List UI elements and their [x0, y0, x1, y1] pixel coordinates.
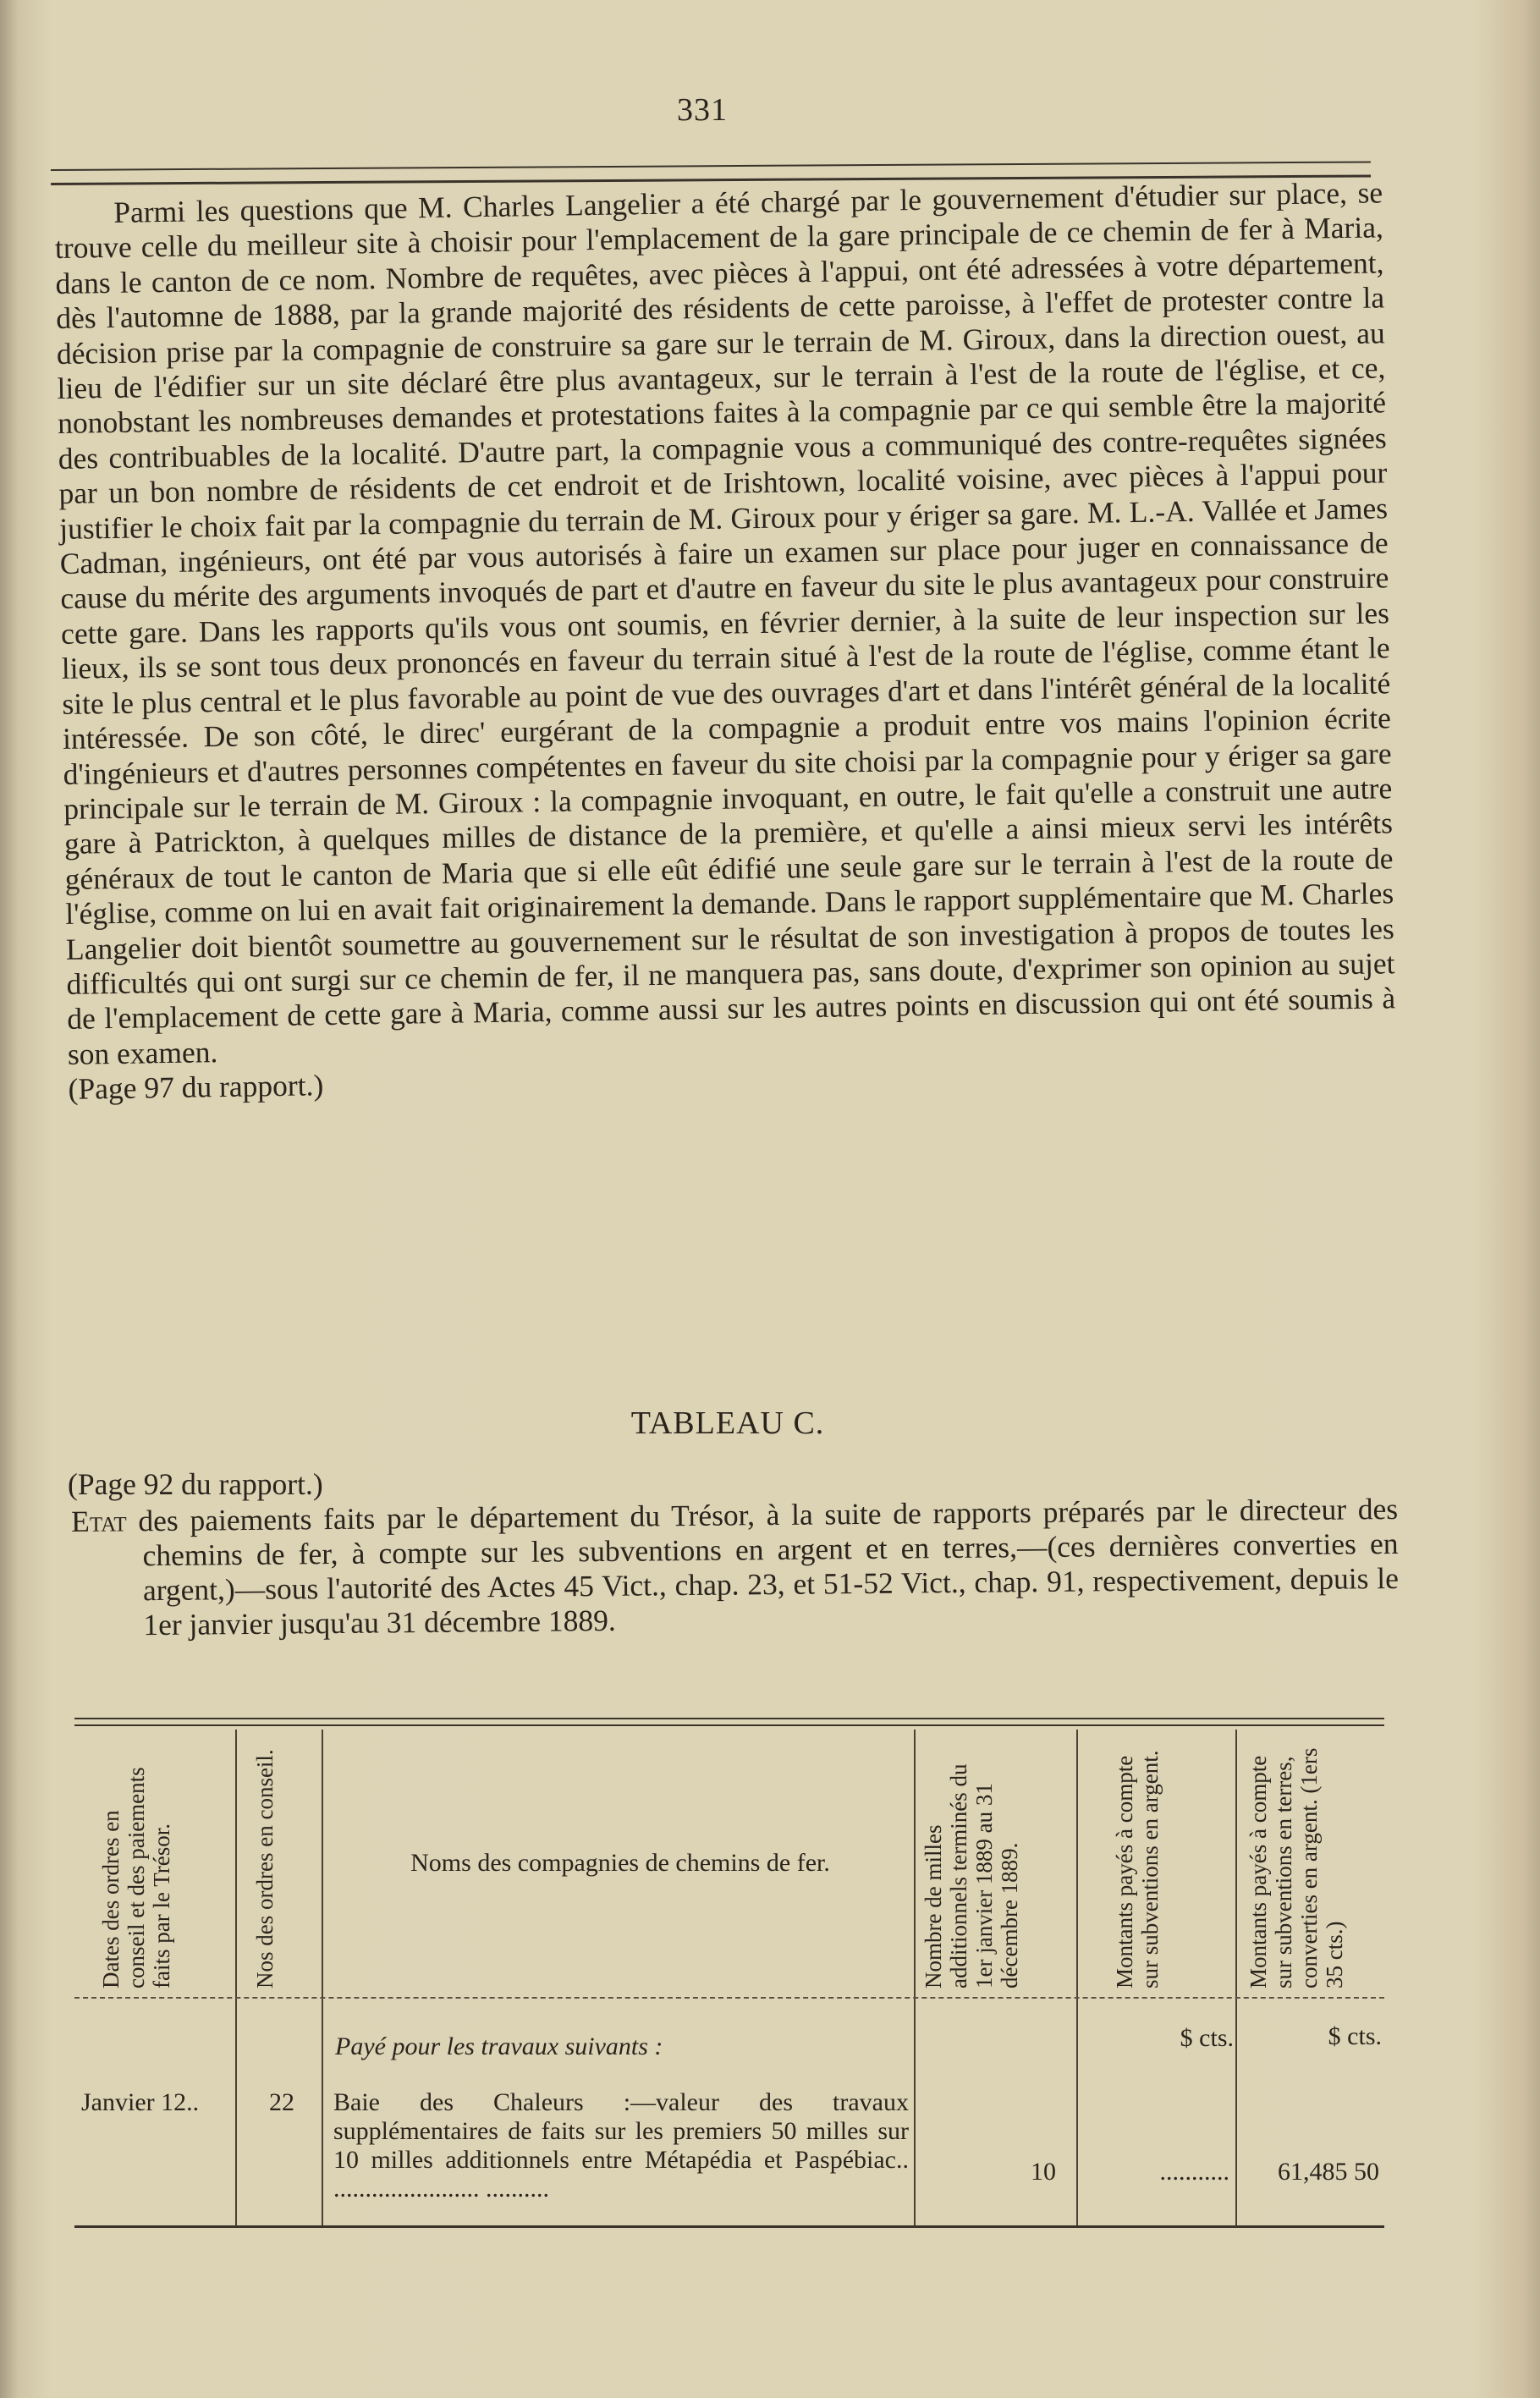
row-date: Janvier 12..	[81, 2088, 200, 2116]
table-top-rule	[74, 1718, 1384, 1726]
page-number: 331	[677, 92, 728, 128]
unit-terres: $ cts.	[1328, 2022, 1382, 2050]
header-bottom-rule	[74, 1997, 1384, 1999]
header-noms: Noms des compagnies de chemins de fer.	[410, 1849, 830, 1877]
payments-table	[74, 1718, 1384, 2225]
column-divider	[1235, 1730, 1237, 2225]
column-divider	[235, 1730, 237, 2225]
header-nos: Nos des ordres en conseil.	[252, 1749, 278, 1988]
etat-lead: Etat	[71, 1504, 127, 1538]
header-milles: Nombre de milles additionnels terminés du 1er janvier 1889 au 31 décembre 1889.	[921, 1763, 1022, 1988]
column-divider	[914, 1730, 916, 2225]
paragraph: Parmi les questions que M. Charles Langelier a été chargé par le gouvernement d'étudier sur place, se trouve celle du meilleur site à choisir pour l'emplacement de la gare principale de ce chemin de fer à Maria, dans le canton de ce nom. Nombre de requêtes, avec pièces à l'appui, ont été adressées à votre département, dès l'automne de 1888, par la grande majorité des résidents de cette paroisse, à l'effet de protester contre la décision prise par la compagnie de construire sa gare sur le terrain de M. Giroux, dans la direction ouest, au lieu de l'édifier sur un site déclaré être plus avantageux, sur le terrain à l'est de la route de l'église, et ce, nonobstant les nombreuses demandes et protestations faites à la compagnie par ce qui semble être la majorité des contribuables de la localité. D'autre part, la compagnie vous a communiqué des contre-requêtes signées par un bon nombre de résidents de cet endroit et de Irishtown, localité voisine, avec pièces à l'appui pour justifier le choix fait par la compagnie du terrain de M. Giroux pour y ériger sa gare. M. L.-A. Vallée et James Cadman, ingénieurs, ont été par vous autorisés à faire un examen sur place pour juger en connaissance de cause du mérite des arguments invoqués de part et d'autre en faveur du site le plus avantageux pour construire cette gare. Dans les rapports qu'ils vous ont soumis, en février dernier, à la suite de leur inspection sur les lieux, ils se sont tous deux prononcés en faveur du terrain situé à l'est de la route de l'église, comme étant le site le plus central et le plus favorable au point de vue des ouvrages d'art et dans l'intérêt général de la localité intéressée. De son côté, le direc' eurgérant de la compagnie a produit entre vos mains l'opinion écrite d'ingénieurs et d'autres personnes compétentes en faveur du site choisi par la compagnie pour y ériger sa gare principale sur le terrain de M. Giroux : la compagnie invoquant, en outre, le fait qu'elle a construit une autre gare à Patrickton, à quelques milles de distance de la première, et qu'elle a ainsi mieux servi les intérêts généraux de tout le canton de Maria que si elle eût édifié une seule gare sur le terrain à l'est de la route de l'église, comme on lui en avait fait originairement la demande. Dans le rapport supplémentaire que M. Charles Langelier doit bientôt soumettre au gouvernement sur le résultat de son investigation à propos de toutes les difficultés qui ont surgi sur ce chemin de fer, il ne manquera pas, sans doute, d'exprimer son opinion au sujet de l'emplacement de cette gare à Maria, comme aussi sur les autres points en discussion qui ont été soumis à son examen.	[54, 175, 1396, 1071]
page-reference: (Page 97 du rapport.)	[68, 1068, 324, 1107]
section-label: Payé pour les travaux suivants :	[335, 2032, 663, 2060]
row-milles: 10	[1031, 2158, 1056, 2186]
column-divider	[1076, 1730, 1078, 2225]
row-description: Baie des Chaleurs :—valeur des travaux supplémentaires de faits sur les premiers 50 milles sur 10 milles additionnels entre Métapédia et Paspébiac.. ....................... ..........	[333, 2088, 909, 2203]
row-argent: ...........	[1159, 2158, 1229, 2186]
table-bottom-rule	[74, 2225, 1384, 2228]
column-divider	[322, 1730, 323, 2225]
page-reference-2: (Page 92 du rapport.)	[68, 1467, 323, 1501]
header-dates: Dates des ordres en conseil et des paiements faits par le Trésor.	[98, 1767, 174, 1988]
unit-argent: $ cts.	[1180, 2024, 1234, 2052]
row-no: 22	[269, 2088, 294, 2116]
etat-caption	[71, 1492, 1400, 1643]
header-argent: Montants payés à compte sur subventions en argent.	[1112, 1750, 1163, 1988]
tableau-title: TABLEAU C.	[630, 1405, 825, 1441]
row-terres: 61,485 50	[1278, 2158, 1379, 2186]
header-terres: Montants payés à compte sur subventions en terres, converties en argent. (1ers 35 cts.)	[1246, 1747, 1347, 1988]
body-text	[54, 175, 1397, 1107]
etat-text: des paiements faits par le département du Trésor, à la suite de rapports préparés par le directeur des chemins de fer, à compte sur les subventions en argent et en terres,—(ces dernières converties en argent,)—sous l'autorité des Actes 45 Vict., chap. 23, et 51-52 Vict., chap. 91, respectivement, depuis le 1er janvier jusqu'au 31 décembre 1889.	[126, 1491, 1400, 1642]
